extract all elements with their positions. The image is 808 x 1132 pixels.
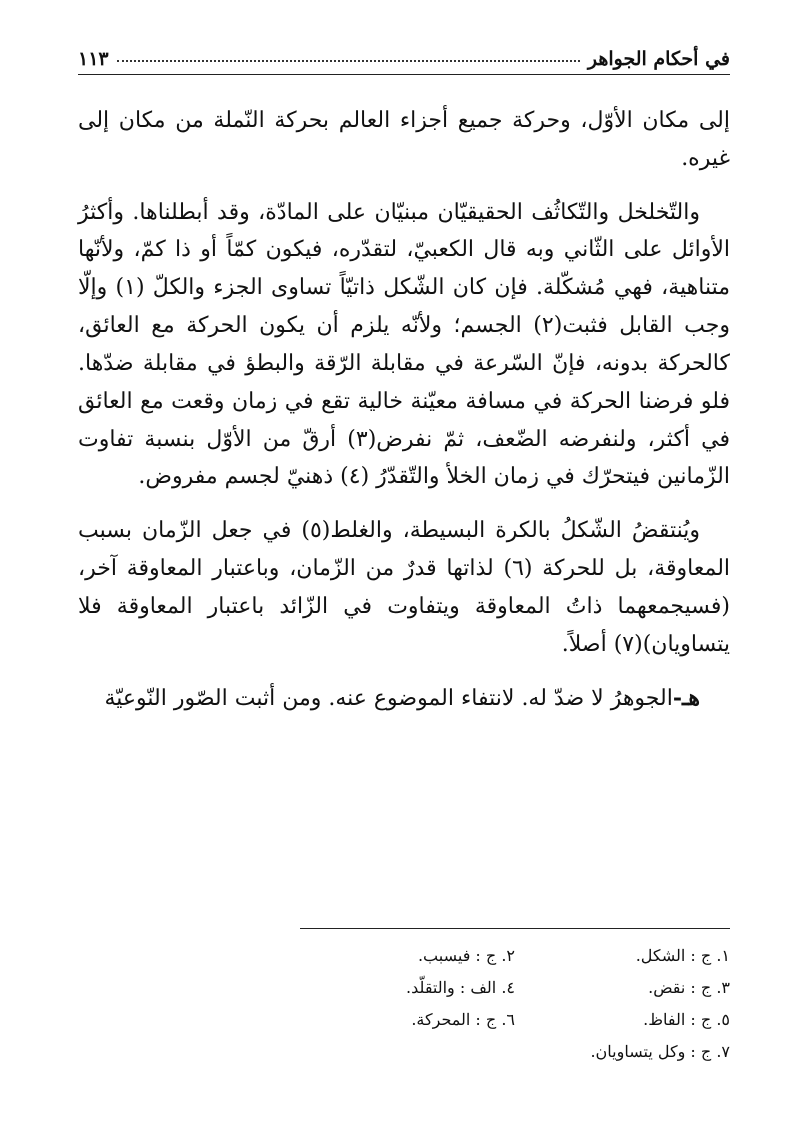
page-number: ١١٣ — [78, 48, 109, 70]
page-header — [78, 36, 730, 70]
footnote-row — [300, 1036, 730, 1068]
footnote-row — [300, 1004, 730, 1036]
footnote-3: ٣. ج : نقض. — [648, 978, 730, 997]
footnote-7: ٧. ج : وكل يتساويان. — [590, 1042, 730, 1061]
footnote-1: ١. ج : الشكل. — [635, 946, 730, 965]
footnotes — [300, 940, 730, 1068]
main-text — [78, 102, 730, 733]
footnote-empty — [300, 1036, 515, 1068]
running-title: في أحكام الجواهر — [587, 48, 730, 70]
paragraph-1: إلى مكان الأوّل، وحركة جميع أجزاء العالم بحركة النّملة من مكان إلى غيره. — [78, 108, 730, 171]
header-rule — [78, 74, 730, 75]
paragraph-4 — [78, 680, 730, 718]
footnote-6: ٦. ج : المحركة. — [411, 1010, 515, 1029]
footnote-row — [300, 940, 730, 972]
footnote-row — [300, 972, 730, 1004]
section-label: هـ- — [672, 684, 700, 711]
footnote-rule — [300, 928, 730, 929]
footnote-4: ٤. الف : والتقلّد. — [406, 978, 515, 997]
footnote-5: ٥. ج : الفاظ. — [643, 1010, 730, 1029]
dotted-leader — [117, 60, 580, 62]
paragraph-3: ويُنتقضُ الشّكلُ بالكرة البسيطة، والغلط(٥) في جعل الزّمان بسبب المعاوقة، بل للحركة (٦) لذاتها قدرٌ من الزّمان، وباعتبار المعاوقة آخر، (فسيجمعهما ذاتُ المعاوقة ويتفاوت في الزّائد باعتبار المعاوقة فلا يتساويان)(٧) أصلاً. — [78, 518, 731, 657]
paragraph-4-text: الجوهرُ لا ضدّ له. لانتفاء الموضوع عنه. ومن أثبت الصّور النّوعيّة — [104, 685, 673, 711]
footnote-2: ٢. ج : فيسبب. — [417, 946, 515, 965]
paragraph-2: والتّخلخل والتّكاثُف الحقيقيّان مبنيّان على المادّة، وقد أبطلناها. وأكثرُ الأوائل على الثّاني وبه قال الكعبيّ، لتقدّره، فيكون كمّاً أو ذا كمّ، ولأنّها متناهية، فهي مُشكّلة. فإن كان الشّكل ذاتيّاً تساوى الجزء والكلّ (١) وإلّا وجب القابل فثبت(٢) الجسم؛ ولأنّه يلزم أن يكون الحركة مع العائق، كالحركة بدونه، فإنّ السّرعة في مقابلة الرّقة والبطؤ في مقابلة ضدّها. فلو فرضنا الحركة في مسافة معيّنة خالية تقع في زمان وقعت مع العائق في أكثر، ولنفرضه الضّعف، ثمّ نفرض(٣) أرقّ من الأوّل بنسبة تفاوت الزّمانين فيتحرّك في زمان الخلأ والتّقدّرُ (٤) ذهنيّ لجسم مفروض. — [78, 199, 731, 490]
